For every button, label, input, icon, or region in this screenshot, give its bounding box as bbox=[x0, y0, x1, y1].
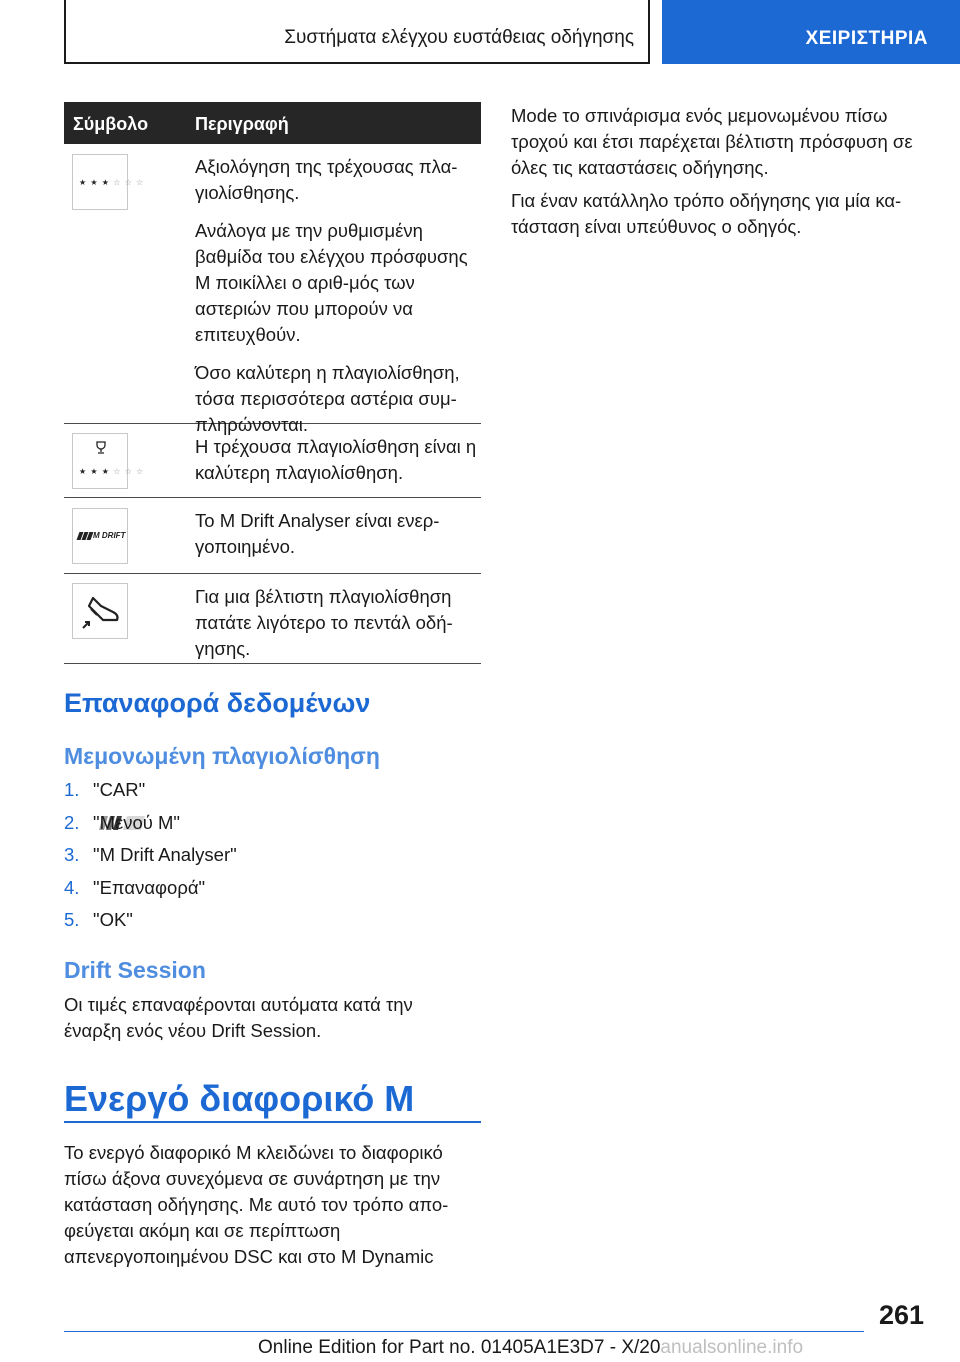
table-row bbox=[64, 424, 481, 498]
active-differential-heading: Ενεργό διαφορικό M bbox=[64, 1078, 415, 1119]
section-title: Συστήματα ελέγχου ευστάθειας οδήγησης bbox=[284, 27, 634, 48]
column-header-symbol: Σύμβολο bbox=[73, 114, 149, 134]
symbol-table bbox=[64, 102, 481, 664]
header-section-box bbox=[64, 0, 650, 64]
table-cell-text: Όσο καλύτερη η πλαγιολίσθηση, τόσα περισσότερα αστέρια συμ-πληρώνονται. bbox=[195, 362, 460, 435]
list-item: 4. "Επαναφορά" bbox=[64, 876, 206, 898]
chapter-tab[interactable] bbox=[662, 0, 960, 64]
chapter-tab-label: ΧΕΙΡΙΣΤΗΡΙΑ bbox=[805, 28, 928, 49]
table-cell-text: Αξιολόγηση της τρέχουσας πλα-γιολίσθησης. bbox=[195, 156, 458, 203]
single-drift-subheading: Μεμονωμένη πλαγιολίσθηση bbox=[64, 743, 380, 769]
table-header bbox=[64, 102, 481, 144]
list-item: 2. "Μενού M" bbox=[64, 811, 180, 833]
table-cell-text: Το M Drift Analyser είναι ενερ-γοποιημένο. bbox=[195, 510, 440, 557]
list-item: 1. "CAR" bbox=[64, 779, 146, 800]
list-item: 5. "OK" bbox=[64, 909, 133, 930]
footer-watermark: anualsonline.info bbox=[660, 1337, 804, 1358]
table-row bbox=[64, 574, 481, 664]
table-cell-text: Για μια βέλτιστη πλαγιολίσθηση πατάτε λιγότερο το πεντάλ οδή-γησης. bbox=[195, 586, 453, 659]
page-number: 261 bbox=[878, 1300, 924, 1330]
table-cell-text: Ανάλογα με την ρυθμισμένη βαθμίδα του ελέγχου πρόσφυσης M ποικίλλει ο αριθ-μός των αστεριών που μπορούν να επιτευχθούν. bbox=[195, 220, 468, 345]
rating-stars-icon: ★ ★ ★ ☆ ☆ ☆ bbox=[72, 154, 128, 210]
drift-session-text: Οι τιμές επαναφέρονται αυτόματα κατά την έναρξη ενός νέου Drift Session. bbox=[64, 994, 413, 1041]
list-item: 3. "M Drift Analyser" bbox=[64, 844, 237, 865]
table-row bbox=[64, 144, 481, 435]
heading-divider bbox=[64, 1121, 481, 1123]
right-column-paragraph: Για έναν κατάλληλο τρόπο οδήγησης για μία κα-τάσταση είναι υπεύθυνος ο οδηγός. bbox=[511, 190, 902, 237]
drift-session-heading: Drift Session bbox=[64, 957, 206, 983]
footer-edition-text: Online Edition for Part no. 01405A1E3D7 - X/20 bbox=[258, 1337, 661, 1358]
pedal-foot-icon bbox=[72, 583, 128, 639]
reset-steps-list bbox=[64, 779, 481, 942]
footer-divider bbox=[64, 1331, 864, 1332]
column-header-description: Περιγραφή bbox=[195, 114, 289, 134]
footer-edition bbox=[258, 1337, 803, 1359]
active-differential-text: Το ενεργό διαφορικό M κλειδώνει το διαφορικό πίσω άξονα συνεχόμενα σε συνάρτηση με την κατάσταση οδήγησης. Με αυτό τον τρόπο απο-φεύγεται ακόμη και σε περίπτωση απενεργοποιημένου DSC και στο M Dynamic bbox=[64, 1142, 449, 1267]
table-cell-text: Η τρέχουσα πλαγιολίσθηση είναι η καλύτερη πλαγιολίσθηση. bbox=[195, 436, 477, 483]
trophy-stars-icon: ★ ★ ★ ☆ ☆ ☆ bbox=[72, 433, 128, 489]
right-column-paragraph: Mode το σπινάρισμα ενός μεμονωμένου πίσω τροχού και έτσι παρέχεται βέλτιστη πρόσφυση σε όλες τις καταστάσεις οδήγησης. bbox=[511, 105, 913, 178]
m-drift-icon: M DRIFT bbox=[72, 508, 128, 564]
reset-heading: Επαναφορά δεδομένων bbox=[64, 688, 371, 718]
table-row bbox=[64, 498, 481, 574]
